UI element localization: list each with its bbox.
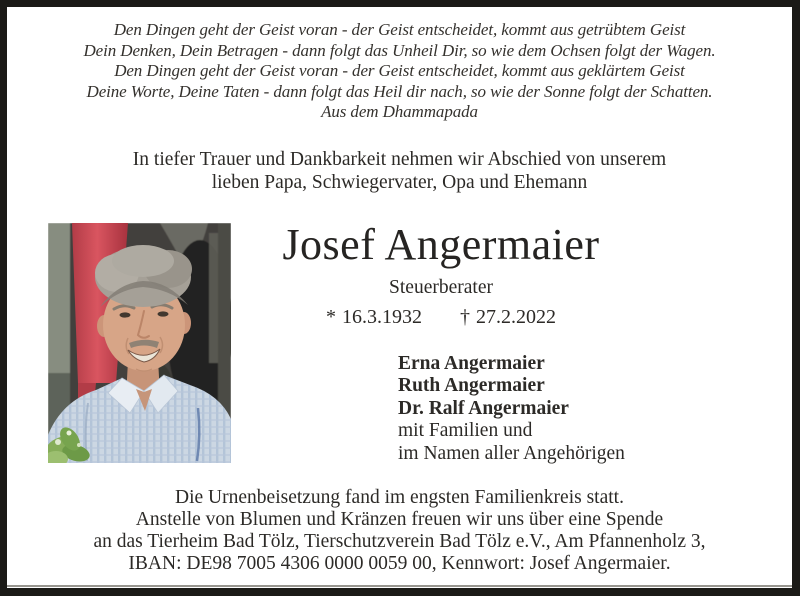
mourner-name-3: Dr. Ralf Angermaier [398,397,569,419]
announcement-line-4: IBAN: DE98 7005 4306 0000 0059 00, Kennwort: Josef Angermaier. [128,553,671,574]
mourner-name-1: Erna Angermaier [398,353,545,374]
deceased-block [231,222,651,329]
died-symbol: † [460,306,470,328]
epigraph-line-3: Den Dingen geht der Geist voran - der Geist entscheidet, kommt aus geklärtem Geist [114,61,685,81]
announcement-line-1: Die Urnenbeisetzung fand im engsten Familienkreis statt. [175,487,624,508]
intro-line-2: lieben Papa, Schwiegervater, Opa und Ehemann [211,171,588,193]
epigraph-line-1: Den Dingen geht der Geist voran - der Geist entscheidet, kommt aus getrübtem Geist [113,20,686,39]
announcement-block [7,487,792,575]
birth-date: 16.3.1932 [342,306,422,328]
announcement-line-3: an das Tierheim Bad Tölz, Tierschutzverein Bad Tölz e.V., Am Pfannenholz 3, [93,531,706,552]
portrait-photo [48,223,231,463]
life-dates [231,306,651,329]
intro-line-1: In tiefer Trauer und Dankbarkeit nehmen wir Abschied von unserem [132,149,667,170]
epigraph-line-4: Deine Worte, Deine Taten - dann folgt das Heil dir nach, so wie der Sonne folgt der Schatten. [86,81,713,101]
epigraph [7,20,792,123]
portrait-photo-image [48,223,231,463]
born-symbol: * [326,306,336,328]
mourners-closing-1: mit Familien und [398,420,533,442]
deceased-profession: Steuerberater [389,277,493,298]
mourners-closing-2: im Namen aller Angehörigen [398,442,625,464]
death-date: 27.2.2022 [476,306,556,328]
death-date-pair [460,306,556,328]
bottom-rule [7,585,792,587]
epigraph-attribution: Aus dem Dhammapada [321,102,478,122]
mourner-name-2: Ruth Angermaier [398,375,545,397]
deceased-name: Josef Angermaier [282,220,600,269]
mourners-block [398,353,625,465]
birth-date-pair [326,306,422,328]
epigraph-line-2: Dein Denken, Dein Betragen - dann folgt das Unheil Dir, so wie dem Ochsen folgt der Wagen. [83,40,716,60]
intro-text [7,149,792,194]
announcement-line-2: Anstelle von Blumen und Kränzen freuen wir uns über eine Spende [135,509,664,530]
